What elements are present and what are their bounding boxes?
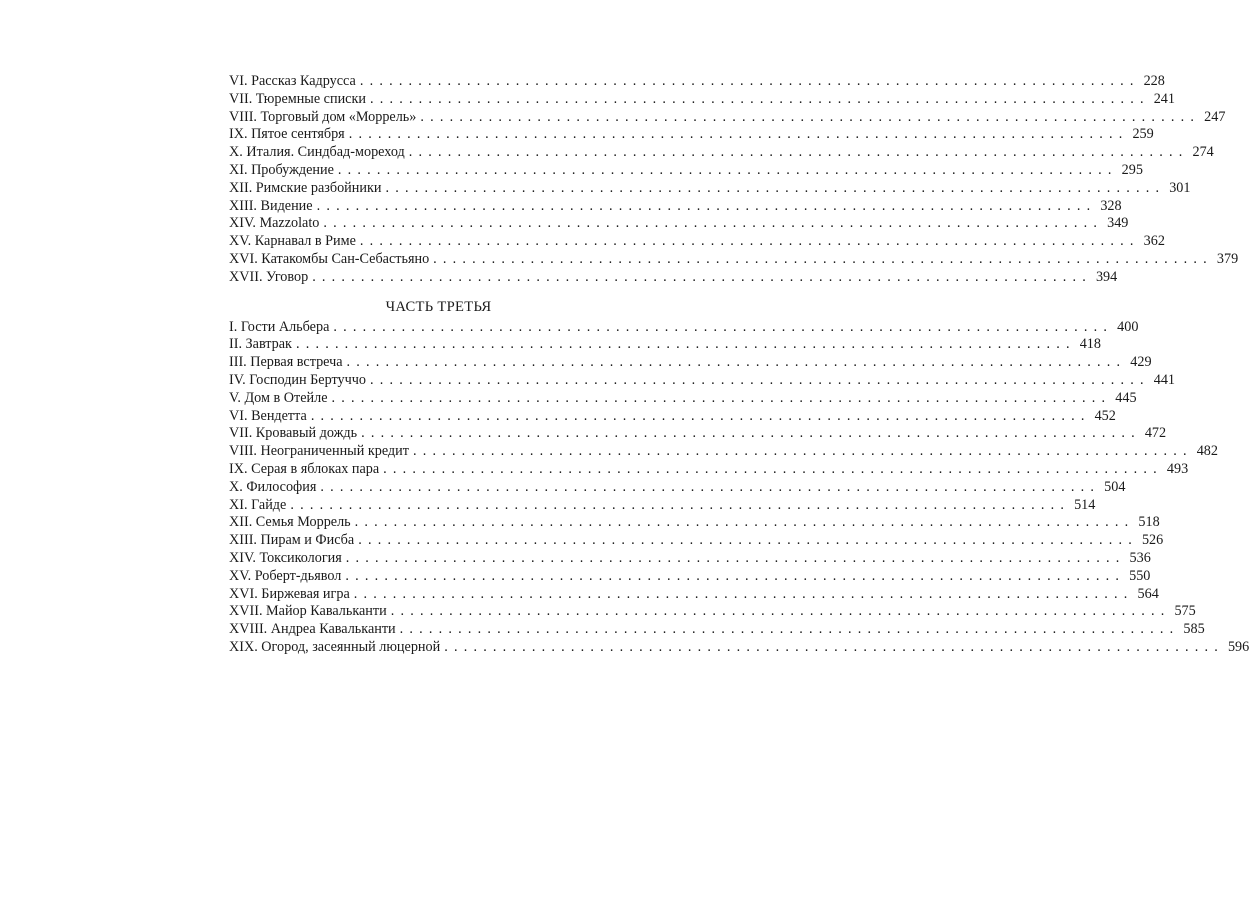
toc-entry	[229, 108, 1226, 127]
toc-entry-page: 247	[1204, 108, 1226, 125]
toc-entry	[229, 443, 1218, 461]
toc-entry	[229, 233, 1165, 251]
toc-entry	[229, 90, 1175, 109]
toc-entry	[229, 73, 1165, 91]
dot-leader: ................................................................................	[316, 197, 1097, 214]
toc-entry-page: 596	[1227, 638, 1249, 655]
table-of-contents	[229, 73, 1249, 657]
toc-entry-page: 295	[1121, 161, 1143, 178]
dot-leader: ................................................................................	[369, 371, 1150, 388]
dot-leader: ................................................................................	[408, 144, 1189, 161]
toc-entry-page: 441	[1153, 371, 1176, 388]
toc-entry-page: 362	[1143, 233, 1165, 250]
toc-entry-title: IV. Господин Бертуччо	[229, 371, 366, 388]
toc-entry	[229, 197, 1122, 216]
section-spacer	[229, 287, 648, 295]
toc-entry-title: XIX. Огород, засеянный люцерной	[229, 638, 441, 655]
dot-leader: ................................................................................	[345, 567, 1126, 584]
toc-entry-page: 585	[1183, 621, 1205, 638]
toc-entry	[229, 567, 1151, 586]
dot-leader: ................................................................................	[333, 318, 1114, 335]
toc-entry-page: 328	[1100, 197, 1122, 214]
dot-leader: ................................................................................	[290, 496, 1071, 513]
toc-entry	[229, 549, 1151, 568]
toc-entry-page: 518	[1138, 514, 1160, 531]
toc-entry-page: 274	[1192, 144, 1214, 161]
dot-leader: ................................................................................	[353, 585, 1134, 602]
toc-entry-title: XV. Карнавал в Риме	[229, 233, 356, 250]
toc-entry-title: XII. Семья Моррель	[229, 514, 351, 531]
dot-leader: ................................................................................	[295, 336, 1076, 353]
toc-entry-title: IX. Серая в яблоках пара	[229, 460, 380, 477]
dot-leader: ................................................................................	[348, 126, 1129, 143]
toc-entry-title: XIII. Видение	[229, 197, 313, 214]
toc-entry	[229, 496, 1096, 515]
toc-entry-title: VII. Тюремные списки	[229, 90, 366, 107]
dot-leader: ................................................................................	[323, 215, 1104, 232]
toc-entry-title: XVIII. Андреа Кавальканти	[229, 621, 396, 638]
toc-entry-title: VI. Рассказ Кадрусса	[229, 73, 356, 89]
toc-entry-page: 536	[1129, 549, 1151, 566]
toc-list-part-three	[229, 318, 1249, 657]
toc-entry-page: 575	[1174, 603, 1196, 620]
toc-entry-page: 564	[1137, 585, 1159, 602]
toc-entry-title: VI. Вендетта	[229, 407, 307, 424]
toc-entry	[229, 336, 1101, 354]
toc-entry-title: XI. Пробуждение	[229, 161, 334, 178]
toc-entry	[229, 268, 1118, 287]
toc-entry	[229, 514, 1160, 532]
dot-leader: ................................................................................	[390, 603, 1171, 620]
toc-entry-page: 400	[1117, 318, 1139, 335]
toc-entry-page: 514	[1074, 496, 1096, 513]
toc-entry-page: 482	[1196, 443, 1218, 460]
toc-entry-page: 259	[1132, 126, 1154, 143]
toc-entry-title: V. Дом в Отейле	[229, 389, 328, 406]
toc-entry-title: VIII. Торговый дом «Моррель»	[229, 108, 417, 125]
dot-leader: ................................................................................	[361, 425, 1141, 442]
toc-entry-title: XIV. Токсикология	[229, 549, 342, 566]
dot-leader: ................................................................................	[312, 268, 1092, 285]
dot-leader: ................................................................................	[444, 638, 1224, 655]
toc-entry	[229, 603, 1196, 621]
toc-entry-title: XIV. Mazzolato	[229, 215, 320, 232]
dot-leader: ................................................................................	[320, 478, 1101, 495]
dot-leader: ................................................................................	[345, 549, 1126, 566]
dot-leader: ................................................................................	[310, 407, 1091, 424]
toc-entry	[229, 389, 1137, 408]
toc-entry-page: 379	[1216, 250, 1239, 267]
toc-entry	[229, 478, 1126, 497]
toc-entry-page: 394	[1095, 268, 1118, 285]
toc-entry	[229, 126, 1154, 144]
toc-entry-page: 493	[1166, 460, 1189, 477]
dot-leader: ................................................................................	[358, 532, 1138, 549]
toc-entry	[229, 460, 1189, 479]
toc-entry-page: 526	[1141, 532, 1164, 549]
dot-leader: ................................................................................	[420, 108, 1201, 125]
toc-entry-title: X. Философия	[229, 478, 317, 495]
toc-entry-page: 418	[1079, 336, 1101, 353]
dot-leader: ................................................................................	[399, 621, 1180, 638]
toc-entry	[229, 179, 1191, 198]
toc-entry	[229, 425, 1167, 443]
toc-entry	[229, 215, 1129, 233]
section-heading-part-three: ЧАСТЬ ТРЕТЬЯ	[385, 298, 492, 315]
toc-entry	[229, 532, 1164, 550]
dot-leader: ................................................................................	[412, 443, 1193, 460]
toc-entry-page: 472	[1144, 425, 1167, 442]
toc-entry-title: XVI. Катакомбы Сан-Себастьяно	[229, 250, 430, 267]
toc-entry-page: 228	[1143, 73, 1165, 89]
toc-entry-title: XVII. Уговор	[229, 268, 309, 285]
dot-leader: ................................................................................	[385, 179, 1166, 196]
toc-entry-title: XVII. Майор Кавальканти	[229, 603, 387, 620]
dot-leader: ................................................................................	[331, 389, 1112, 406]
toc-entry-title: I. Гости Альбера	[229, 318, 330, 335]
toc-entry-title: IX. Пятое сентября	[229, 126, 345, 143]
toc-entry-page: 504	[1104, 478, 1126, 495]
toc-entry	[229, 585, 1159, 604]
toc-entry-title: XII. Римские разбойники	[229, 179, 382, 196]
toc-entry-title: XIII. Пирам и Фисба	[229, 532, 355, 549]
toc-entry-title: XV. Роберт-дьявол	[229, 567, 342, 584]
dot-leader: ................................................................................	[369, 90, 1150, 107]
toc-entry	[229, 161, 1143, 180]
dot-leader: ................................................................................	[337, 161, 1118, 178]
toc-entry-title: II. Завтрак	[229, 336, 292, 353]
dot-leader: ................................................................................	[354, 514, 1135, 531]
toc-entry-page: 241	[1153, 90, 1175, 107]
toc-entry	[229, 318, 1139, 337]
toc-entry-title: VII. Кровавый дождь	[229, 425, 358, 442]
toc-entry-title: XI. Гайде	[229, 496, 287, 513]
toc-entry	[229, 621, 1205, 639]
dot-leader: ................................................................................	[346, 354, 1127, 371]
toc-entry-page: 349	[1107, 215, 1129, 232]
dot-leader: ................................................................................	[383, 460, 1163, 477]
toc-entry	[229, 250, 1239, 269]
toc-entry-title: III. Первая встреча	[229, 354, 343, 371]
toc-entry-page: 452	[1094, 407, 1116, 424]
toc-entry-page: 429	[1130, 354, 1152, 371]
toc-entry	[229, 354, 1152, 372]
toc-entry-page: 550	[1129, 567, 1151, 584]
toc-entry-page: 301	[1169, 179, 1191, 196]
toc-entry-title: VIII. Неограниченный кредит	[229, 443, 409, 460]
dot-leader: ................................................................................	[359, 233, 1140, 250]
toc-list-part-two	[229, 73, 1239, 287]
toc-entry-title: X. Италия. Синдбад-мореход	[229, 144, 405, 161]
dot-leader: ................................................................................	[433, 250, 1213, 267]
toc-entry-page: 445	[1115, 389, 1137, 406]
toc-entry-title: XVI. Биржевая игра	[229, 585, 350, 602]
toc-entry	[229, 371, 1176, 390]
toc-entry	[229, 144, 1214, 162]
toc-entry	[229, 407, 1116, 426]
dot-leader: ................................................................................	[359, 73, 1140, 89]
toc-entry	[229, 638, 1249, 657]
